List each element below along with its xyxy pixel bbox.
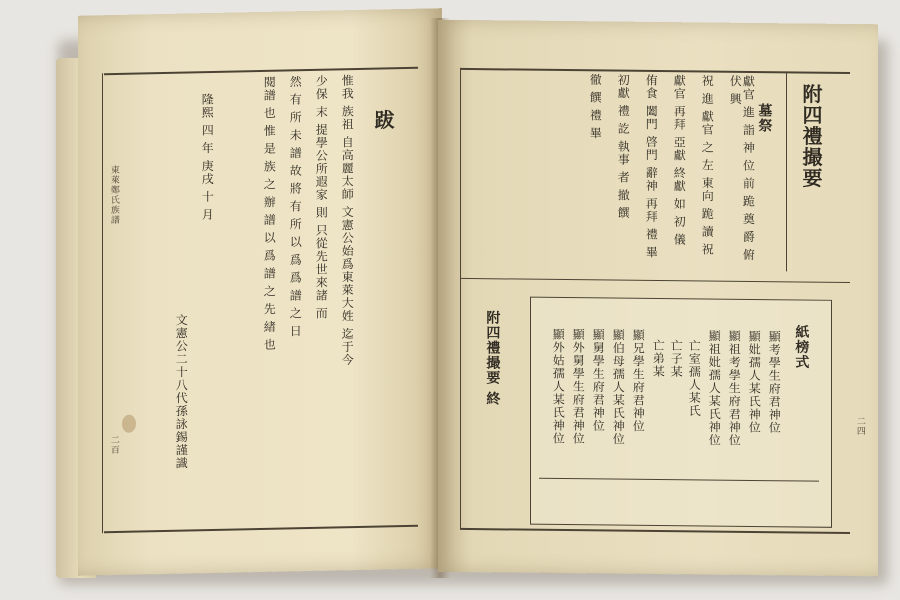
author-column: 文憲公二十八代孫詠錫謹識 <box>174 313 189 470</box>
folio-number: 二四 <box>854 416 865 437</box>
table-title: 紙榜式 <box>793 324 810 370</box>
text-column: 獻官 進 詣 神 位 前 跪 奠 爵 俯 伏 興 <box>728 74 756 262</box>
top-border-line <box>104 67 418 76</box>
paper-stain <box>122 415 136 433</box>
text-column: 徹 饌 禮 畢 <box>588 73 603 140</box>
right-page <box>438 20 878 577</box>
table-row: 顯伯母孺人某氏神位 <box>611 328 626 446</box>
margin-book-title: 東萊鄭氏族譜 <box>108 164 119 226</box>
table-row: 顯妣孺人某氏神位 <box>747 329 762 435</box>
left-frame-line <box>460 68 461 528</box>
text-column: 然 有 所 未 譜 故 將 有 所 以 爲 爲 譜 之 日 <box>288 75 303 338</box>
table-row: 顯考學生府君神位 <box>767 330 782 435</box>
table-row: 亡弟某 <box>651 338 666 379</box>
text-column: 閱譜 也 惟 是 族 之 辦 譜 以 爲 譜 之 先 緖 也 <box>262 75 277 352</box>
table-row: 亡室孺人某氏 <box>687 339 702 418</box>
date-column: 隆熙 四 年 庚戌 十 月 <box>200 92 215 222</box>
folio-number: 二百 <box>108 434 119 456</box>
text-column: 初獻 禮 訖 執事 者 撤 饌 <box>616 73 631 220</box>
end-note: 附四禮撮要 終 <box>484 310 501 407</box>
table-row: 顯舅學生府君神位 <box>591 328 606 433</box>
text-column: 侑食 闔門 啓門 辭神 再拜 禮 畢 <box>644 73 659 259</box>
afterword-heading: 跋 <box>371 109 395 131</box>
text-column: 祝 進 獻官 之 左 東向 跪 讀 祝 <box>700 74 715 257</box>
left-margin-line <box>102 73 103 533</box>
text-column: 少保 末 提學公所遐家 則 只從先世來諸 而 <box>314 74 329 320</box>
bottom-border-line <box>460 528 850 534</box>
table-row: 亡子某 <box>669 339 684 379</box>
section-title: 墓祭 <box>756 103 773 134</box>
text-column: 惟我 族祖 自高麗太師 文憲公始爲東萊大姓 迄于今 <box>340 74 355 367</box>
table-row: 顯外姑孺人某氏神位 <box>551 327 566 446</box>
table-row: 顯祖妣孺人某氏神位 <box>707 329 722 447</box>
title-divider-line <box>786 71 787 271</box>
text-column: 獻官 再拜 亞獻 終獻 如 初 儀 <box>672 74 687 247</box>
paper-tablet-table <box>530 297 832 528</box>
table-row: 顯外舅學生府君神位 <box>571 328 586 446</box>
bottom-border-line <box>104 525 418 534</box>
running-title: 附四禮撮要 <box>799 83 823 189</box>
left-page <box>78 8 442 576</box>
table-row: 顯兄學生府君神位 <box>631 328 646 433</box>
section-divider <box>460 278 850 283</box>
table-row: 顯祖考學生府君神位 <box>727 329 742 447</box>
